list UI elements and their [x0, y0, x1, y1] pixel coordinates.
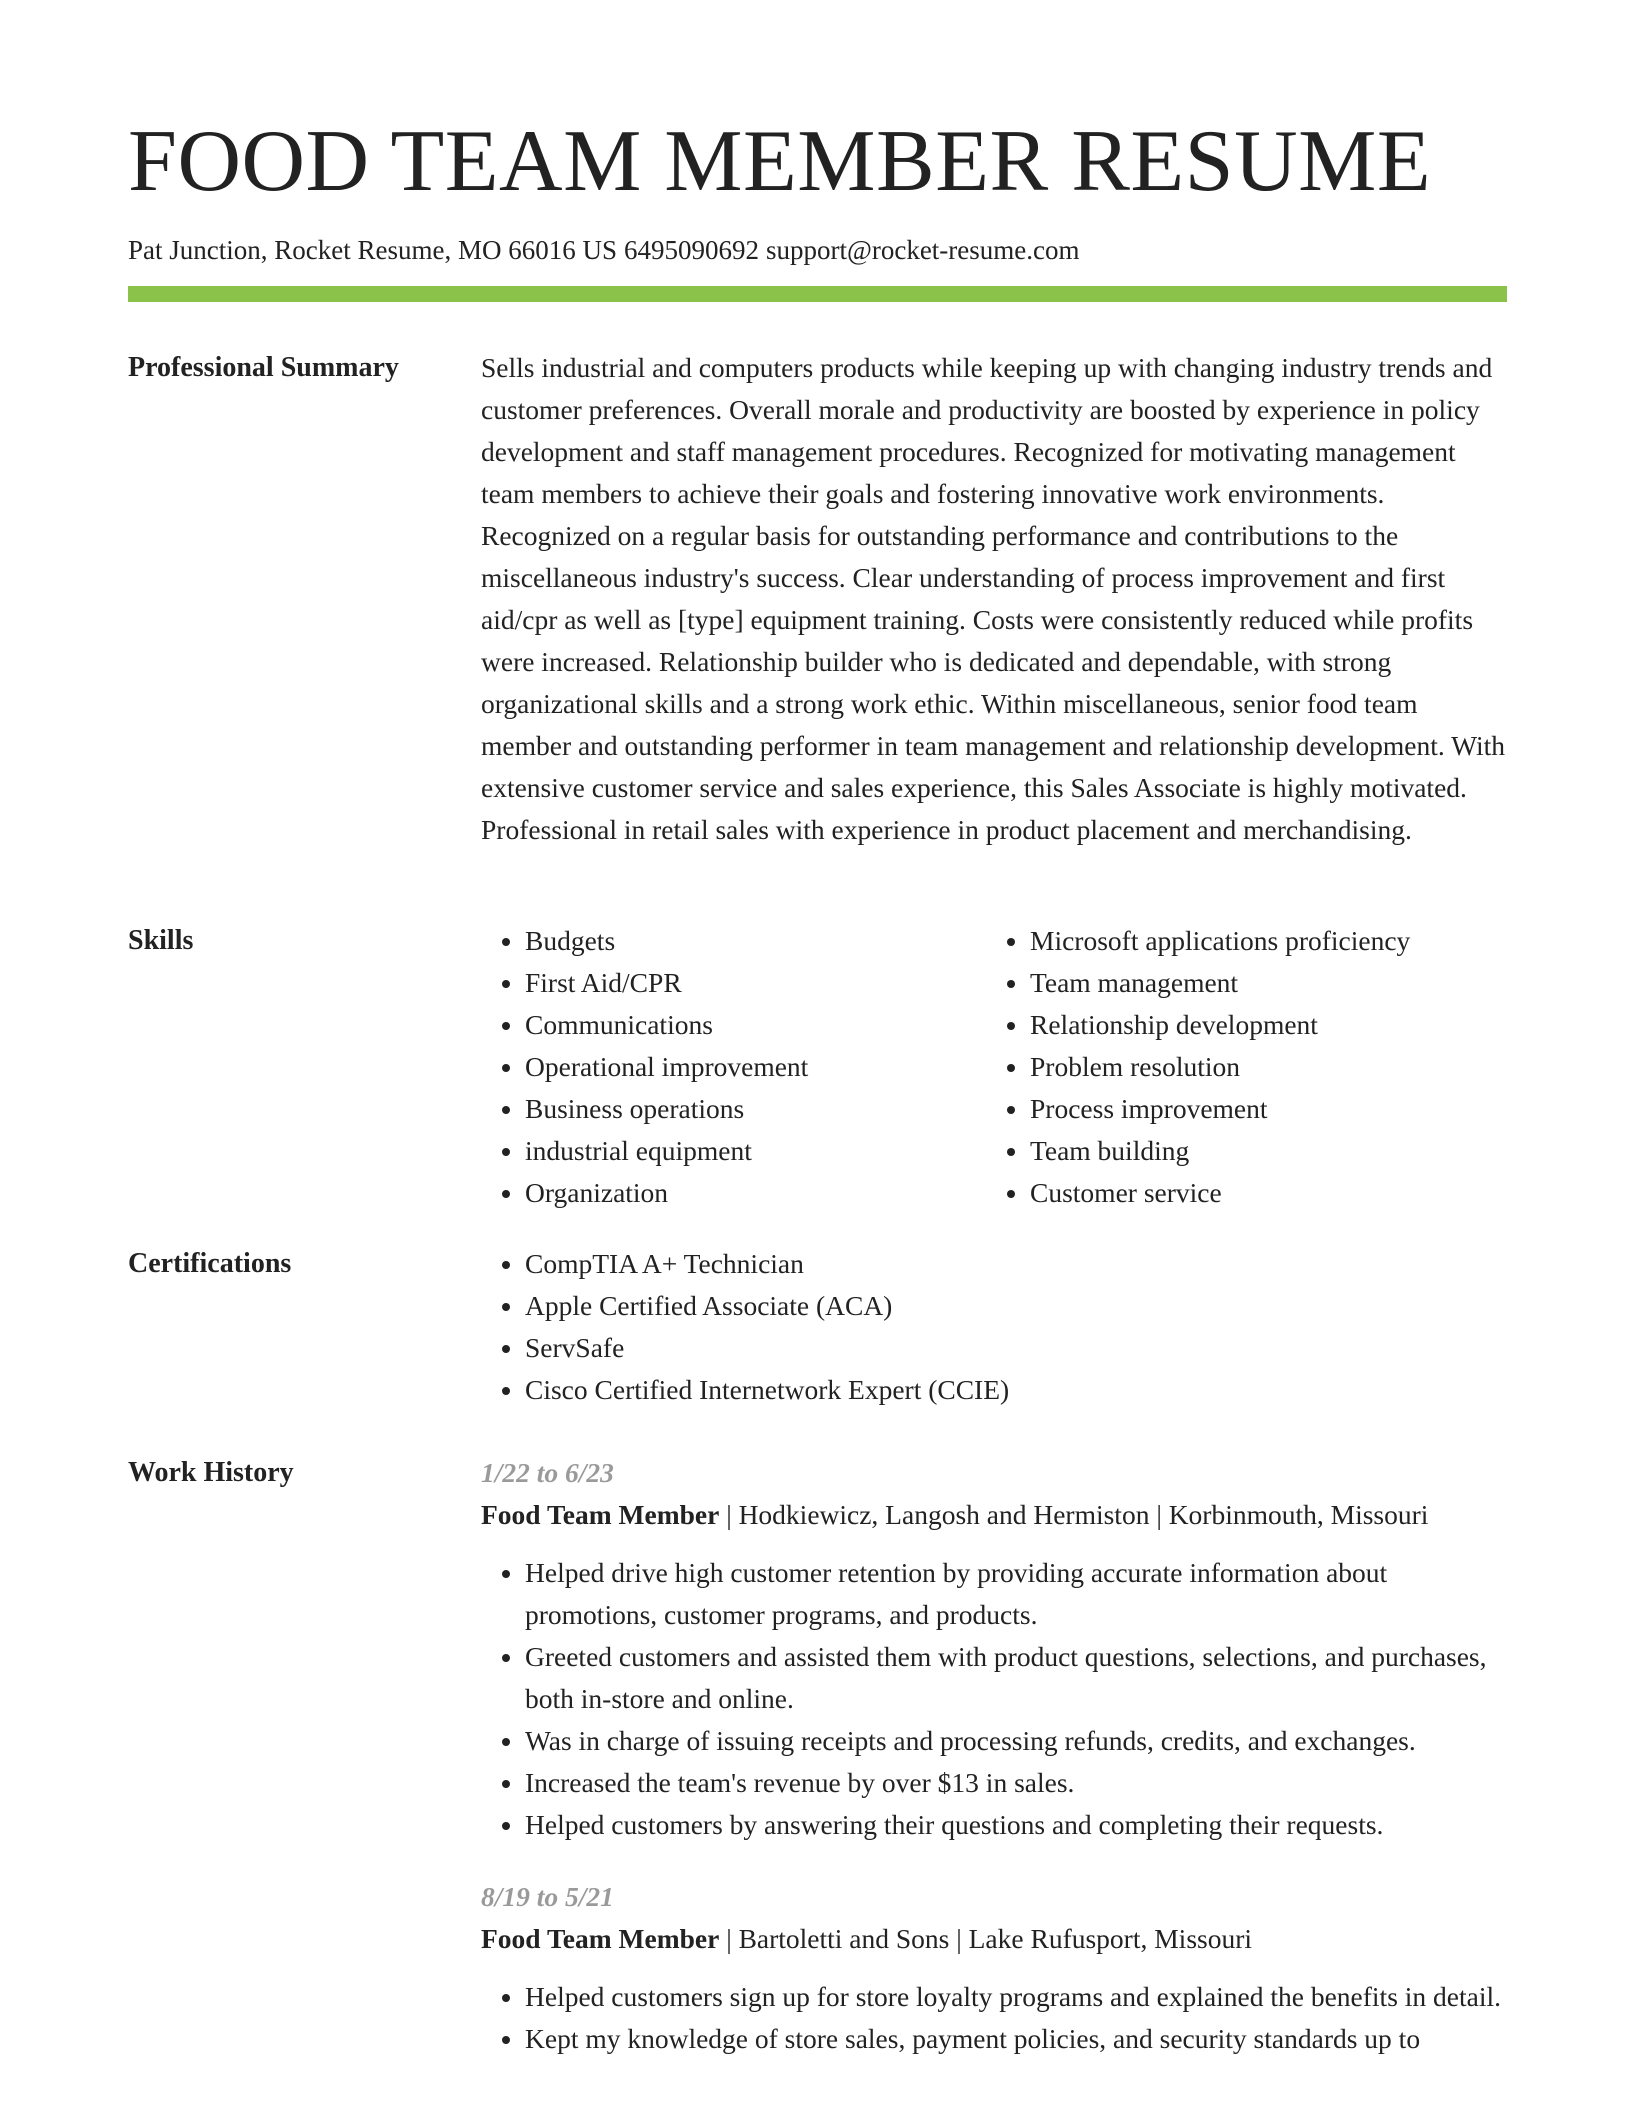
job-duties-list	[481, 1552, 1511, 1846]
skill-item: • Business operations	[525, 1088, 986, 1130]
skill-item: • Team management	[1030, 962, 1410, 1004]
job-dates: 1/22 to 6/23	[481, 1457, 614, 1488]
summary-text: Sells industrial and computers products while keeping up with changing industry trends and customer preferences. Overall morale and productivity are boosted by experience in policy development and staff management procedures. Recognized for motivating management team members to achieve their goals and fostering innovative work environments. Recognized on a regular basis for outstanding performance and contributions to the miscellaneous industry's success. Clear understanding of process improvement and first aid/cpr as well as [type] equipment training. Costs were consistently reduced while profits were increased. Relationship builder who is dedicated and dependable, with strong organizational skills and a strong work ethic. Within miscellaneous, senior food team member and outstanding performer in team management and relationship development. With extensive customer service and sales experience, this Sales Associate is highly motivated. Professional in retail sales with experience in product placement and merchandising.	[481, 352, 1505, 845]
skill-item: • Budgets	[525, 920, 986, 962]
contact-phone: 6495090692	[623, 235, 759, 265]
job-employer-location: | Hodkiewicz, Langosh and Hermiston | Korbinmouth, Missouri	[719, 1499, 1429, 1530]
skill-item: • First Aid/CPR	[525, 962, 986, 1004]
resume-title: FOOD TEAM MEMBER RESUME	[128, 113, 1432, 210]
certifications-body	[481, 1243, 1511, 1411]
header-accent-rule	[128, 286, 1507, 302]
skill-item: • Customer service	[1030, 1172, 1410, 1214]
skill-item: • Team building	[1030, 1130, 1410, 1172]
job-duties-list	[481, 1976, 1511, 2060]
certifications-heading: Certifications	[128, 1248, 292, 1279]
skill-item: • Problem resolution	[1030, 1046, 1410, 1088]
certifications-list	[481, 1243, 1511, 1411]
job-duty: • Helped drive high customer retention by providing accurate information about promotions, customer programs, and products.	[525, 1552, 1511, 1636]
job-title: Food Team Member	[481, 1499, 720, 1530]
job-duty: • Helped customers sign up for store loyalty programs and explained the benefits in detail.	[525, 1976, 1511, 2018]
skill-item: • Process improvement	[1030, 1088, 1410, 1130]
certification-item: • CompTIA A+ Technician	[525, 1243, 1511, 1285]
job-duty: • Kept my knowledge of store sales, payment policies, and security standards up to	[525, 2018, 1511, 2060]
job-entry	[481, 1876, 1511, 2060]
job-title: Food Team Member	[481, 1923, 720, 1954]
job-duty: • Greeted customers and assisted them with product questions, selections, and purchases, both in-store and online.	[525, 1636, 1511, 1720]
contact-address: Pat Junction, Rocket Resume, MO 66016 US	[128, 235, 617, 265]
skills-heading: Skills	[128, 925, 194, 956]
certification-item: • Apple Certified Associate (ACA)	[525, 1285, 1511, 1327]
summary-body	[481, 347, 1511, 851]
contact-line	[128, 232, 1087, 268]
work-history-body	[481, 1452, 1511, 2090]
job-entry	[481, 1452, 1511, 1846]
job-heading	[481, 1494, 1511, 1536]
work-history-heading: Work History	[128, 1457, 294, 1488]
skill-item: • Microsoft applications proficiency	[1030, 920, 1410, 962]
certification-item: • Cisco Certified Internetwork Expert (CCIE)	[525, 1369, 1511, 1411]
skill-item: • Communications	[525, 1004, 986, 1046]
skill-item: • Organization	[525, 1172, 986, 1214]
skills-list-left	[481, 920, 986, 1214]
job-employer-location: | Bartoletti and Sons | Lake Rufusport, Missouri	[719, 1923, 1253, 1954]
skill-item: • Operational improvement	[525, 1046, 986, 1088]
contact-email: support@rocket-resume.com	[765, 235, 1080, 265]
skill-item: • Relationship development	[1030, 1004, 1410, 1046]
skill-item: • industrial equipment	[525, 1130, 986, 1172]
skills-body	[481, 920, 1511, 1214]
certification-item: • ServSafe	[525, 1327, 1511, 1369]
job-heading	[481, 1918, 1511, 1960]
job-duty: • Increased the team's revenue by over $13 in sales.	[525, 1762, 1511, 1804]
skills-list-right	[986, 920, 1410, 1214]
job-dates: 8/19 to 5/21	[481, 1881, 614, 1912]
job-duty: • Was in charge of issuing receipts and processing refunds, credits, and exchanges.	[525, 1720, 1511, 1762]
summary-heading: Professional Summary	[128, 352, 399, 383]
job-duty: • Helped customers by answering their questions and completing their requests.	[525, 1804, 1511, 1846]
